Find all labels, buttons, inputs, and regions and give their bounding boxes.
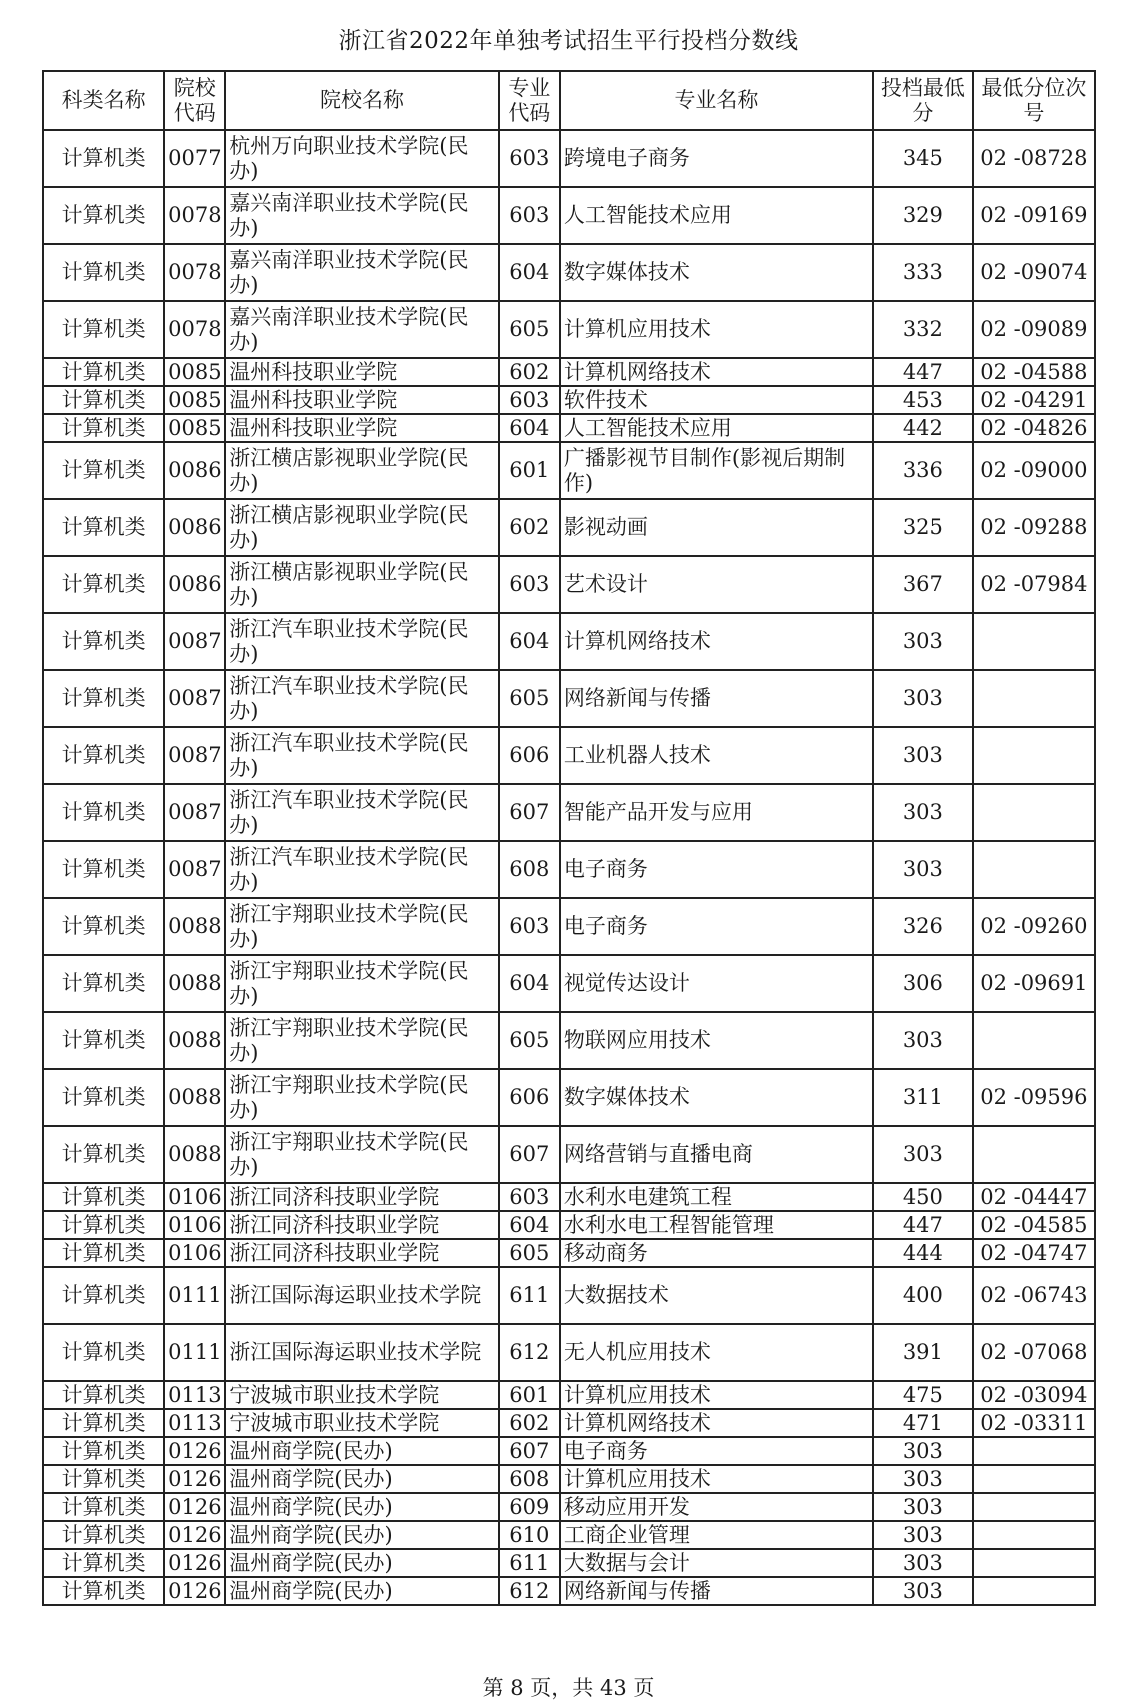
- table-row: [43, 1324, 1095, 1381]
- school-name-cell: 浙江宇翔职业技术学院(民办): [225, 1069, 498, 1126]
- table-row: [43, 414, 1095, 442]
- score-table-body: [43, 130, 1095, 1605]
- category-cell: 计算机类: [43, 130, 164, 187]
- school-code-cell: 0126: [164, 1521, 225, 1549]
- school-code-cell: 0106: [164, 1239, 225, 1267]
- major-code-cell: 605: [499, 670, 560, 727]
- category-cell: 计算机类: [43, 1069, 164, 1126]
- category-cell: 计算机类: [43, 358, 164, 386]
- major-code-cell: 611: [499, 1549, 560, 1577]
- school-code-cell: 0087: [164, 727, 225, 784]
- page-footer: 第 8 页，共 43 页: [482, 1676, 655, 1700]
- min-rank-cell: 02 -07984: [973, 556, 1095, 613]
- school-code-cell: 0086: [164, 499, 225, 556]
- table-row: [43, 386, 1095, 414]
- category-cell: 计算机类: [43, 841, 164, 898]
- school-code-cell: 0085: [164, 386, 225, 414]
- school-code-cell: 0088: [164, 898, 225, 955]
- min-rank-cell: 02 -09169: [973, 187, 1095, 244]
- min-score-cell: 447: [873, 1211, 973, 1239]
- table-row: [43, 1183, 1095, 1211]
- min-rank-cell: 02 -09691: [973, 955, 1095, 1012]
- school-name-cell: 宁波城市职业技术学院: [225, 1381, 498, 1409]
- school-name-cell: 浙江同济科技职业学院: [225, 1183, 498, 1211]
- category-cell: 计算机类: [43, 187, 164, 244]
- min-score-cell: 400: [873, 1267, 973, 1324]
- table-row: [43, 358, 1095, 386]
- table-row: [43, 955, 1095, 1012]
- major-name-cell: 数字媒体技术: [560, 1069, 873, 1126]
- category-cell: 计算机类: [43, 1493, 164, 1521]
- min-rank-cell: 02 -04447: [973, 1183, 1095, 1211]
- major-code-cell: 607: [499, 784, 560, 841]
- school-code-cell: 0087: [164, 670, 225, 727]
- school-code-cell: 0085: [164, 358, 225, 386]
- major-code-cell: 609: [499, 1493, 560, 1521]
- school-code-cell: 0077: [164, 130, 225, 187]
- category-cell: 计算机类: [43, 1267, 164, 1324]
- major-name-cell: 艺术设计: [560, 556, 873, 613]
- min-score-cell: 345: [873, 130, 973, 187]
- school-name-cell: 浙江汽车职业技术学院(民办): [225, 670, 498, 727]
- category-cell: 计算机类: [43, 727, 164, 784]
- min-rank-cell: 02 -04826: [973, 414, 1095, 442]
- min-score-cell: 303: [873, 1012, 973, 1069]
- major-name-cell: 计算机应用技术: [560, 1381, 873, 1409]
- header-school-name: 院校名称: [225, 71, 498, 130]
- major-code-cell: 603: [499, 898, 560, 955]
- min-rank-cell: 02 -09089: [973, 301, 1095, 358]
- major-name-cell: 人工智能技术应用: [560, 414, 873, 442]
- min-rank-cell: [973, 727, 1095, 784]
- major-code-cell: 606: [499, 1069, 560, 1126]
- major-name-cell: 数字媒体技术: [560, 244, 873, 301]
- header-major-name: 专业名称: [560, 71, 873, 130]
- header-row: [43, 71, 1095, 130]
- min-rank-cell: 02 -07068: [973, 1324, 1095, 1381]
- major-name-cell: 影视动画: [560, 499, 873, 556]
- min-rank-cell: 02 -04588: [973, 358, 1095, 386]
- school-name-cell: 温州科技职业学院: [225, 386, 498, 414]
- min-score-cell: 303: [873, 670, 973, 727]
- table-row: [43, 841, 1095, 898]
- major-code-cell: 606: [499, 727, 560, 784]
- school-code-cell: 0086: [164, 442, 225, 499]
- table-row: [43, 442, 1095, 499]
- min-score-cell: 326: [873, 898, 973, 955]
- major-name-cell: 广播影视节目制作(影视后期制作): [560, 442, 873, 499]
- major-code-cell: 603: [499, 556, 560, 613]
- school-name-cell: 浙江国际海运职业技术学院: [225, 1324, 498, 1381]
- header-major-code: 专业代码: [499, 71, 560, 130]
- school-name-cell: 杭州万向职业技术学院(民办): [225, 130, 498, 187]
- school-code-cell: 0085: [164, 414, 225, 442]
- table-row: [43, 1577, 1095, 1605]
- min-rank-cell: [973, 1465, 1095, 1493]
- major-name-cell: 移动应用开发: [560, 1493, 873, 1521]
- min-score-cell: 333: [873, 244, 973, 301]
- min-score-cell: 325: [873, 499, 973, 556]
- major-code-cell: 604: [499, 955, 560, 1012]
- category-cell: 计算机类: [43, 1183, 164, 1211]
- major-name-cell: 跨境电子商务: [560, 130, 873, 187]
- min-score-cell: 442: [873, 414, 973, 442]
- school-code-cell: 0106: [164, 1211, 225, 1239]
- major-name-cell: 计算机网络技术: [560, 358, 873, 386]
- category-cell: 计算机类: [43, 244, 164, 301]
- major-code-cell: 602: [499, 358, 560, 386]
- min-rank-cell: [973, 1577, 1095, 1605]
- min-rank-cell: [973, 1012, 1095, 1069]
- school-code-cell: 0088: [164, 1126, 225, 1183]
- min-rank-cell: [973, 1549, 1095, 1577]
- min-rank-cell: [973, 1437, 1095, 1465]
- category-cell: 计算机类: [43, 1012, 164, 1069]
- min-score-cell: 336: [873, 442, 973, 499]
- school-name-cell: 嘉兴南洋职业技术学院(民办): [225, 301, 498, 358]
- min-rank-cell: 02 -06743: [973, 1267, 1095, 1324]
- table-row: [43, 1493, 1095, 1521]
- school-code-cell: 0086: [164, 556, 225, 613]
- major-name-cell: 水利水电建筑工程: [560, 1183, 873, 1211]
- school-code-cell: 0087: [164, 784, 225, 841]
- table-row: [43, 1549, 1095, 1577]
- major-name-cell: 移动商务: [560, 1239, 873, 1267]
- table-row: [43, 727, 1095, 784]
- table-row: [43, 1465, 1095, 1493]
- min-score-cell: 306: [873, 955, 973, 1012]
- school-name-cell: 嘉兴南洋职业技术学院(民办): [225, 187, 498, 244]
- school-code-cell: 0113: [164, 1381, 225, 1409]
- school-code-cell: 0126: [164, 1549, 225, 1577]
- table-row: [43, 784, 1095, 841]
- table-row: [43, 499, 1095, 556]
- category-cell: 计算机类: [43, 1324, 164, 1381]
- major-name-cell: 网络营销与直播电商: [560, 1126, 873, 1183]
- school-code-cell: 0088: [164, 955, 225, 1012]
- min-score-cell: 367: [873, 556, 973, 613]
- school-name-cell: 宁波城市职业技术学院: [225, 1409, 498, 1437]
- category-cell: 计算机类: [43, 670, 164, 727]
- major-code-cell: 603: [499, 1183, 560, 1211]
- min-rank-cell: 02 -04291: [973, 386, 1095, 414]
- min-rank-cell: 02 -09596: [973, 1069, 1095, 1126]
- min-score-cell: 303: [873, 1577, 973, 1605]
- table-row: [43, 1409, 1095, 1437]
- category-cell: 计算机类: [43, 386, 164, 414]
- school-code-cell: 0078: [164, 244, 225, 301]
- category-cell: 计算机类: [43, 1409, 164, 1437]
- category-cell: 计算机类: [43, 1549, 164, 1577]
- major-name-cell: 工商企业管理: [560, 1521, 873, 1549]
- min-rank-cell: [973, 670, 1095, 727]
- major-code-cell: 602: [499, 499, 560, 556]
- category-cell: 计算机类: [43, 1521, 164, 1549]
- category-cell: 计算机类: [43, 898, 164, 955]
- table-row: [43, 613, 1095, 670]
- table-row: [43, 187, 1095, 244]
- table-row: [43, 1381, 1095, 1409]
- min-rank-cell: 02 -09074: [973, 244, 1095, 301]
- major-code-cell: 605: [499, 1239, 560, 1267]
- school-name-cell: 浙江宇翔职业技术学院(民办): [225, 1012, 498, 1069]
- min-score-cell: 329: [873, 187, 973, 244]
- category-cell: 计算机类: [43, 442, 164, 499]
- table-row: [43, 1267, 1095, 1324]
- school-name-cell: 温州科技职业学院: [225, 358, 498, 386]
- min-score-cell: 450: [873, 1183, 973, 1211]
- category-cell: 计算机类: [43, 1577, 164, 1605]
- header-category: 科类名称: [43, 71, 164, 130]
- table-row: [43, 670, 1095, 727]
- school-name-cell: 温州商学院(民办): [225, 1437, 498, 1465]
- category-cell: 计算机类: [43, 1437, 164, 1465]
- min-rank-cell: [973, 1126, 1095, 1183]
- table-row: [43, 1211, 1095, 1239]
- category-cell: 计算机类: [43, 499, 164, 556]
- major-name-cell: 智能产品开发与应用: [560, 784, 873, 841]
- category-cell: 计算机类: [43, 301, 164, 358]
- table-row: [43, 130, 1095, 187]
- school-code-cell: 0126: [164, 1437, 225, 1465]
- school-name-cell: 浙江横店影视职业学院(民办): [225, 556, 498, 613]
- school-code-cell: 0111: [164, 1267, 225, 1324]
- school-name-cell: 浙江宇翔职业技术学院(民办): [225, 898, 498, 955]
- major-name-cell: 物联网应用技术: [560, 1012, 873, 1069]
- school-name-cell: 浙江同济科技职业学院: [225, 1211, 498, 1239]
- school-code-cell: 0088: [164, 1012, 225, 1069]
- major-code-cell: 604: [499, 613, 560, 670]
- category-cell: 计算机类: [43, 1465, 164, 1493]
- category-cell: 计算机类: [43, 1126, 164, 1183]
- header-min-score: 投档最低分: [873, 71, 973, 130]
- major-code-cell: 603: [499, 130, 560, 187]
- major-name-cell: 网络新闻与传播: [560, 670, 873, 727]
- major-name-cell: 电子商务: [560, 841, 873, 898]
- major-name-cell: 电子商务: [560, 1437, 873, 1465]
- major-code-cell: 601: [499, 1381, 560, 1409]
- school-code-cell: 0113: [164, 1409, 225, 1437]
- table-row: [43, 1437, 1095, 1465]
- major-code-cell: 605: [499, 301, 560, 358]
- min-score-cell: 303: [873, 727, 973, 784]
- school-name-cell: 浙江横店影视职业学院(民办): [225, 499, 498, 556]
- major-name-cell: 大数据技术: [560, 1267, 873, 1324]
- min-rank-cell: 02 -09000: [973, 442, 1095, 499]
- school-code-cell: 0126: [164, 1465, 225, 1493]
- min-score-cell: 447: [873, 358, 973, 386]
- table-row: [43, 1069, 1095, 1126]
- school-name-cell: 浙江宇翔职业技术学院(民办): [225, 955, 498, 1012]
- min-score-cell: 303: [873, 1493, 973, 1521]
- table-row: [43, 301, 1095, 358]
- major-name-cell: 大数据与会计: [560, 1549, 873, 1577]
- school-name-cell: 嘉兴南洋职业技术学院(民办): [225, 244, 498, 301]
- header-school-code: 院校代码: [164, 71, 225, 130]
- table-row: [43, 1126, 1095, 1183]
- min-score-cell: 303: [873, 841, 973, 898]
- min-rank-cell: [973, 613, 1095, 670]
- major-name-cell: 工业机器人技术: [560, 727, 873, 784]
- min-rank-cell: 02 -04747: [973, 1239, 1095, 1267]
- school-code-cell: 0126: [164, 1493, 225, 1521]
- page-title: 浙江省2022年单独考试招生平行投档分数线: [338, 28, 799, 54]
- major-code-cell: 608: [499, 1465, 560, 1493]
- min-score-cell: 303: [873, 784, 973, 841]
- school-code-cell: 0087: [164, 841, 225, 898]
- major-code-cell: 603: [499, 386, 560, 414]
- table-row: [43, 1012, 1095, 1069]
- min-score-cell: 303: [873, 1126, 973, 1183]
- table-row: [43, 556, 1095, 613]
- min-score-cell: 303: [873, 613, 973, 670]
- school-code-cell: 0078: [164, 301, 225, 358]
- major-name-cell: 网络新闻与传播: [560, 1577, 873, 1605]
- category-cell: 计算机类: [43, 556, 164, 613]
- major-code-cell: 610: [499, 1521, 560, 1549]
- header-min-rank: 最低分位次号: [973, 71, 1095, 130]
- category-cell: 计算机类: [43, 955, 164, 1012]
- major-name-cell: 计算机网络技术: [560, 613, 873, 670]
- score-table: [42, 70, 1096, 1606]
- min-rank-cell: 02 -03311: [973, 1409, 1095, 1437]
- min-rank-cell: [973, 1493, 1095, 1521]
- school-name-cell: 浙江同济科技职业学院: [225, 1239, 498, 1267]
- min-score-cell: 475: [873, 1381, 973, 1409]
- min-rank-cell: 02 -09288: [973, 499, 1095, 556]
- major-code-cell: 611: [499, 1267, 560, 1324]
- category-cell: 计算机类: [43, 1239, 164, 1267]
- major-code-cell: 601: [499, 442, 560, 499]
- major-code-cell: 612: [499, 1324, 560, 1381]
- school-code-cell: 0106: [164, 1183, 225, 1211]
- category-cell: 计算机类: [43, 1381, 164, 1409]
- major-name-cell: 电子商务: [560, 898, 873, 955]
- major-name-cell: 软件技术: [560, 386, 873, 414]
- table-row: [43, 898, 1095, 955]
- school-name-cell: 浙江国际海运职业技术学院: [225, 1267, 498, 1324]
- major-code-cell: 604: [499, 414, 560, 442]
- min-score-cell: 332: [873, 301, 973, 358]
- major-code-cell: 602: [499, 1409, 560, 1437]
- major-name-cell: 无人机应用技术: [560, 1324, 873, 1381]
- school-name-cell: 浙江横店影视职业学院(民办): [225, 442, 498, 499]
- school-code-cell: 0088: [164, 1069, 225, 1126]
- major-name-cell: 计算机应用技术: [560, 301, 873, 358]
- category-cell: 计算机类: [43, 613, 164, 670]
- major-code-cell: 604: [499, 1211, 560, 1239]
- min-score-cell: 453: [873, 386, 973, 414]
- category-cell: 计算机类: [43, 414, 164, 442]
- school-code-cell: 0111: [164, 1324, 225, 1381]
- school-name-cell: 温州商学院(民办): [225, 1493, 498, 1521]
- school-name-cell: 浙江汽车职业技术学院(民办): [225, 841, 498, 898]
- min-score-cell: 303: [873, 1549, 973, 1577]
- min-rank-cell: 02 -09260: [973, 898, 1095, 955]
- min-rank-cell: [973, 1521, 1095, 1549]
- school-name-cell: 温州商学院(民办): [225, 1521, 498, 1549]
- min-rank-cell: [973, 784, 1095, 841]
- min-score-cell: 311: [873, 1069, 973, 1126]
- school-name-cell: 温州商学院(民办): [225, 1577, 498, 1605]
- min-score-cell: 391: [873, 1324, 973, 1381]
- major-name-cell: 水利水电工程智能管理: [560, 1211, 873, 1239]
- table-row: [43, 244, 1095, 301]
- major-name-cell: 视觉传达设计: [560, 955, 873, 1012]
- major-name-cell: 计算机应用技术: [560, 1465, 873, 1493]
- major-code-cell: 605: [499, 1012, 560, 1069]
- min-score-cell: 471: [873, 1409, 973, 1437]
- category-cell: 计算机类: [43, 1211, 164, 1239]
- school-name-cell: 浙江汽车职业技术学院(民办): [225, 613, 498, 670]
- major-code-cell: 607: [499, 1126, 560, 1183]
- major-code-cell: 608: [499, 841, 560, 898]
- min-score-cell: 303: [873, 1465, 973, 1493]
- major-code-cell: 603: [499, 187, 560, 244]
- school-code-cell: 0126: [164, 1577, 225, 1605]
- school-name-cell: 浙江汽车职业技术学院(民办): [225, 727, 498, 784]
- min-rank-cell: 02 -08728: [973, 130, 1095, 187]
- min-score-cell: 444: [873, 1239, 973, 1267]
- table-row: [43, 1239, 1095, 1267]
- major-code-cell: 607: [499, 1437, 560, 1465]
- school-name-cell: 浙江宇翔职业技术学院(民办): [225, 1126, 498, 1183]
- school-name-cell: 温州商学院(民办): [225, 1465, 498, 1493]
- min-score-cell: 303: [873, 1521, 973, 1549]
- min-rank-cell: 02 -03094: [973, 1381, 1095, 1409]
- major-code-cell: 612: [499, 1577, 560, 1605]
- school-name-cell: 温州科技职业学院: [225, 414, 498, 442]
- min-rank-cell: 02 -04585: [973, 1211, 1095, 1239]
- category-cell: 计算机类: [43, 784, 164, 841]
- table-row: [43, 1521, 1095, 1549]
- school-name-cell: 浙江汽车职业技术学院(民办): [225, 784, 498, 841]
- school-code-cell: 0087: [164, 613, 225, 670]
- school-code-cell: 0078: [164, 187, 225, 244]
- major-name-cell: 人工智能技术应用: [560, 187, 873, 244]
- major-name-cell: 计算机网络技术: [560, 1409, 873, 1437]
- school-name-cell: 温州商学院(民办): [225, 1549, 498, 1577]
- min-score-cell: 303: [873, 1437, 973, 1465]
- major-code-cell: 604: [499, 244, 560, 301]
- min-rank-cell: [973, 841, 1095, 898]
